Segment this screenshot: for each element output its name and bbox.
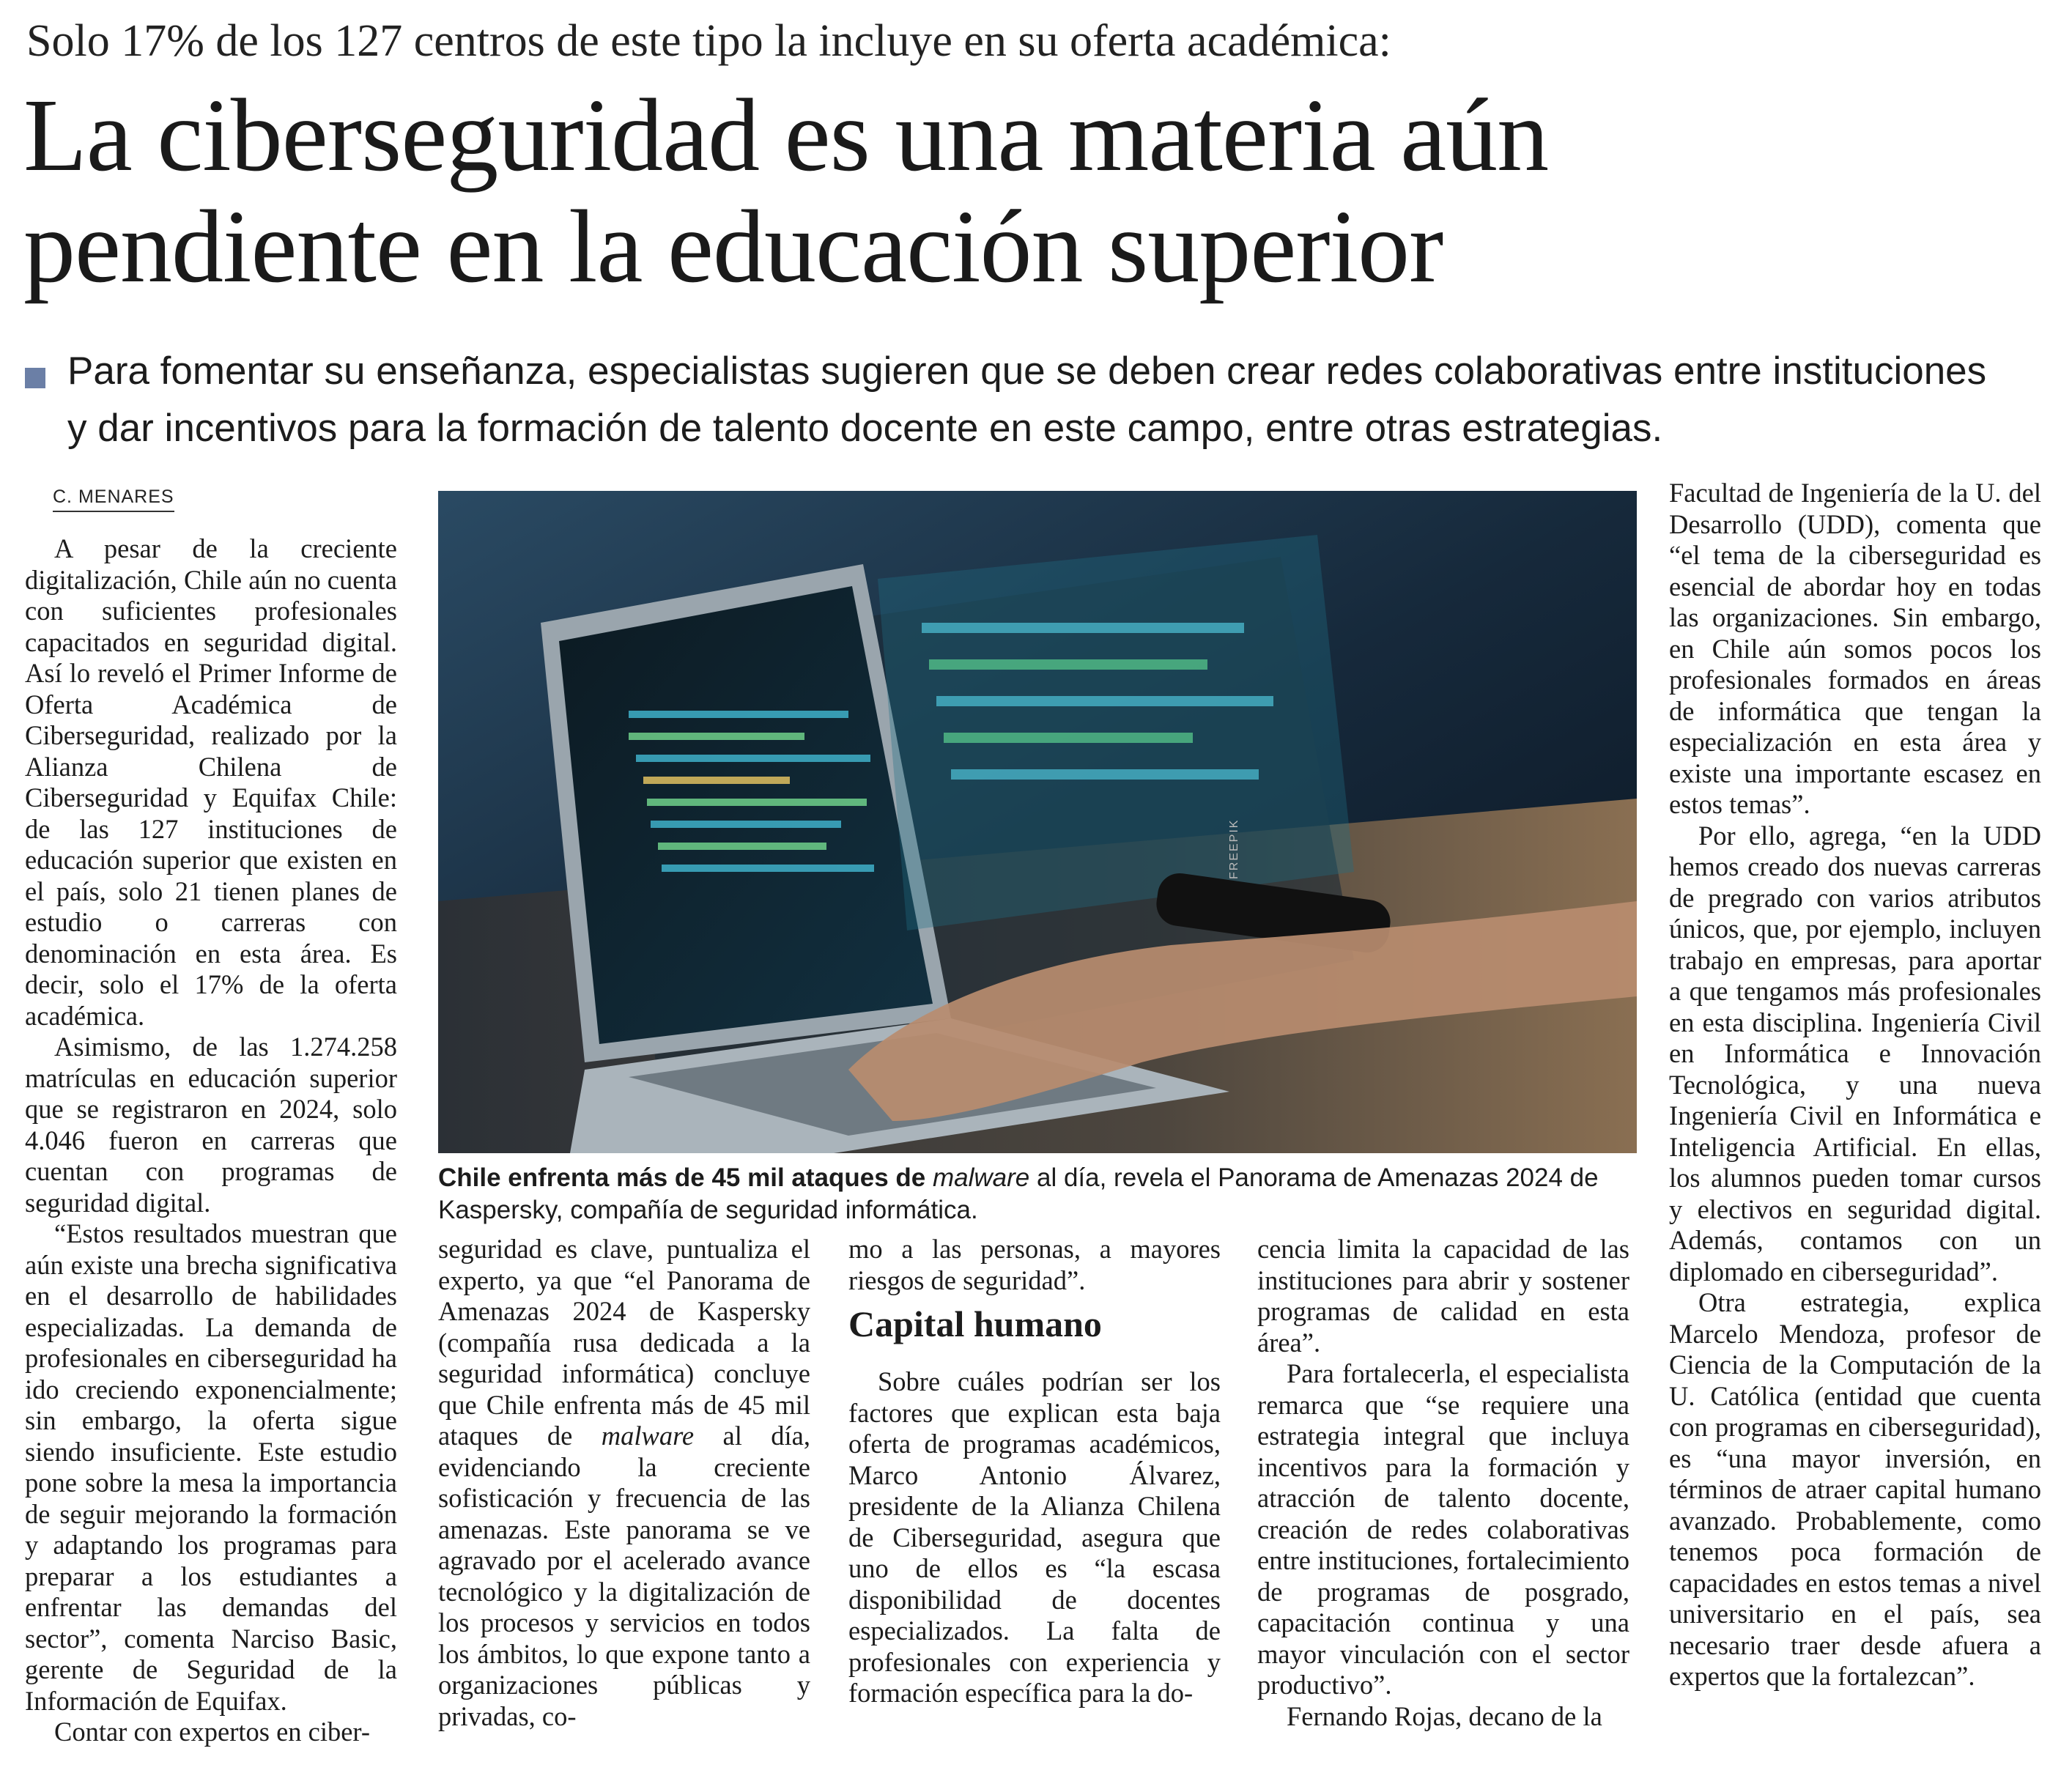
italic-term: malware bbox=[601, 1421, 695, 1451]
photo-caption bbox=[438, 1162, 1637, 1226]
caption-italic: malware bbox=[932, 1163, 1030, 1192]
laptop-photo bbox=[438, 491, 1637, 1153]
paragraph: Sobre cuáles podrían ser los factores que explican esta baja oferta de programas académicos, Marco Antonio Álvarez, presidente de la Alianza Chilena de Ciberseguridad, asegura que uno de ellos es “la escasa disponibilidad de docentes especializados. La falta de profesionales con experiencia y formación específica para la do- bbox=[848, 1366, 1221, 1708]
headline-line-2: pendiente en la educación superior bbox=[23, 188, 1443, 304]
laptop-illustration bbox=[438, 491, 1637, 1153]
paragraph: Asimismo, de las 1.274.258 matrículas en educación superior que se registraron en 2024, solo 4.046 fueron en carreras que cuentan con programas de seguridad digital. bbox=[25, 1032, 397, 1218]
text: al día, evidenciando la creciente sofisticación y frecuencia de las amenazas. Este panorama se ve agravado por el acelerado avance tecnológico y la digitalización de los procesos y servicios en todos los ámbitos, lo que expone tanto a organizaciones públicas y privadas, co- bbox=[438, 1421, 810, 1731]
caption-rest: al día, revela el Panorama de Amenazas 2024 de Kaspersky, compañía de seguridad informática. bbox=[438, 1163, 1599, 1224]
subheading: Capital humano bbox=[848, 1303, 1102, 1344]
paragraph: Fernando Rojas, decano de la bbox=[1287, 1700, 1602, 1731]
column-4 bbox=[1257, 1234, 1629, 1732]
paragraph: cencia limita la capacidad de las instituciones para abrir y sostener programas de calidad en esta área”. bbox=[1257, 1234, 1629, 1358]
summary-line-1: Para fomentar su enseñanza, especialistas sugieren que se deben crear redes colaborativas entre instituciones bbox=[67, 349, 1987, 393]
summary-bullet-icon bbox=[25, 368, 45, 388]
paragraph: A pesar de la creciente digitalización, Chile aún no cuenta con suficientes profesionales capacitados en seguridad digital. Así lo reveló el Primer Informe de Oferta Académica de Ciberseguridad, realizado por la Alianza Chilena de Ciberseguridad y Equifax Chile: de las 127 instituciones de educación superior que existen en el país, solo 21 tienen planes de estudio o carreras con denominación en esta área. Es decir, solo el 17% de la oferta académica. bbox=[25, 533, 397, 1031]
summary bbox=[67, 343, 2046, 457]
paragraph: Facultad de Ingeniería de la U. del Desarrollo (UDD), comenta que “el tema de la ciberseguridad es esencial de abordar hoy en todas las organizaciones. Sin embargo, en Chile aún somos pocos los profesionales formados en áreas de informática que tengan la especialización en esta área y existe una importante escasez en estos temas”. bbox=[1669, 478, 2041, 819]
paragraph bbox=[438, 1234, 810, 1732]
column-5 bbox=[1669, 478, 2041, 1692]
paragraph: mo a las personas, a mayores riesgos de seguridad”. bbox=[848, 1234, 1221, 1295]
column-3 bbox=[848, 1234, 1221, 1709]
text: seguridad es clave, puntualiza el experto, ya que “el Panorama de Amenazas 2024 de Kaspersky (compañía rusa dedicada a la seguridad informática) concluye que Chile enfrenta más de 45 mil ataques de bbox=[438, 1234, 810, 1451]
photo-credit: FREEPIK bbox=[1228, 818, 1240, 879]
headline-line-1: La ciberseguridad es una materia aún bbox=[23, 77, 1549, 193]
headline bbox=[23, 79, 1548, 302]
summary-line-2: y dar incentivos para la formación de talento docente en este campo, entre otras estrategias. bbox=[67, 407, 1663, 450]
paragraph: Para fortalecerla, el especialista remarca que “se requiere una estrategia integral que incluya incentivos para la formación y atracción de talento docente, creación de redes colaborativas entre instituciones, fortalecimiento de programas de posgrado, capacitación continua y una mayor vinculación con el sector productivo”. bbox=[1257, 1358, 1629, 1700]
column-1 bbox=[25, 533, 397, 1748]
paragraph: Por ello, agrega, “en la UDD hemos creado dos nuevas carreras de pregrado con varios atributos únicos, que, por ejemplo, incluyen trabajo en empresas, para aportar a que tengamos más profesionales en esta disciplina. Ingeniería Civil en Informática e Innovación Tecnológica, y una nueva Ingeniería Civil en Informática e Inteligencia Artificial. En ellas, los alumnos pueden tomar cursos y electivos en seguridad digital. Además, contamos con un diplomado en ciberseguridad”. bbox=[1669, 820, 2041, 1287]
byline: C. MENARES bbox=[53, 486, 174, 512]
paragraph: Contar con expertos en ciber- bbox=[54, 1717, 371, 1747]
kicker: Solo 17% de los 127 centros de este tipo la incluye en su oferta académica: bbox=[26, 16, 1391, 66]
paragraph: Otra estrategia, explica Marcelo Mendoza, profesor de Ciencia de la Computación de la U. Católica (entidad que cuenta con programas en ciberseguridad), es “una mayor inversión, en términos de atraer capital humano avanzado. Probablemente, como tenemos poca formación de capacidades en estos temas a nivel universitario en el país, sea necesario traer desde afuera a expertos que la fortalezcan”. bbox=[1669, 1287, 2041, 1691]
column-2 bbox=[438, 1234, 810, 1732]
caption-bold: Chile enfrenta más de 45 mil ataques de bbox=[438, 1163, 926, 1192]
paragraph: “Estos resultados muestran que aún existe una brecha significativa en el desarrollo de habilidades especializadas. La demanda de profesionales en ciberseguridad ha ido creciendo exponencialmente; sin embargo, la oferta sigue siendo insuficiente. Este estudio pone sobre la mesa la importancia de seguir mejorando la formación y adaptando los programas para preparar a los estudiantes a enfrentar las demandas del sector”, comenta Narciso Basic, gerente de Seguridad de la Información de Equifax. bbox=[25, 1218, 397, 1716]
